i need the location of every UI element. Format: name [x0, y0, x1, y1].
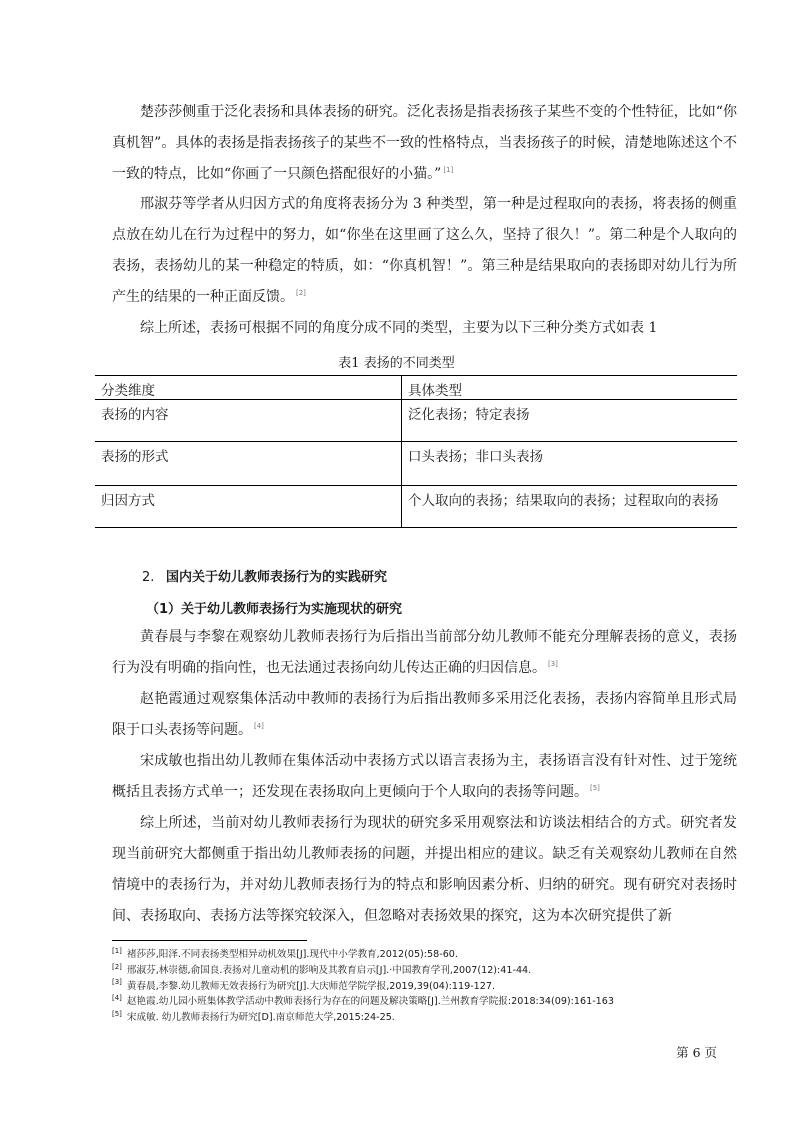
table-cell: 表扬的形式	[95, 442, 402, 486]
subsection-heading: （1）关于幼儿教师表扬行为实施现状的研究	[146, 602, 403, 617]
paragraph: 邢淑芬等学者从归因方式的角度将表扬分为 3 种类型，第一种是过程取向的表扬，将表扬的侧重点放在幼儿在行为过程中的努力，如“你坐在这里画了这么久，坚持了很久！”。第二种是个人取向的表扬，表扬幼儿的某一种稳定的特质，如：“你真机智！”。第三种是结果取向的表扬即对幼儿行为所产生的结果的一种正面反馈。 [2]	[112, 196, 737, 305]
table-cell: 归因方式	[95, 486, 402, 528]
table-header-cell: 具体类型	[402, 376, 738, 400]
paragraph: 综上所述，表扬可根据不同的角度分成不同的类型，主要为以下三种分类方式如表 1	[140, 320, 658, 336]
footnote-ref[interactable]: [4]	[254, 722, 264, 731]
table-cell: 口头表扬；非口头表扬	[408, 449, 543, 465]
page-number: 第 6 页	[676, 1045, 717, 1060]
classification-table	[95, 375, 737, 528]
table-row	[95, 400, 737, 442]
footnote-ref[interactable]: [2]	[296, 289, 306, 298]
footnote-ref[interactable]: [1]	[443, 166, 454, 175]
table-cell: 表扬的内容	[95, 400, 402, 442]
footnote: [2] 邢淑芬,林崇德,俞国良.表扬对儿童动机的影响及其教育启示[J].·中国教育学刊,2007(12):41-44.	[112, 962, 532, 976]
table-cell: 个人取向的表扬；结果取向的表扬；过程取向的表扬	[402, 486, 738, 528]
footnote-ref[interactable]: [3]	[548, 660, 558, 669]
paragraph: 综上所述，当前对幼儿教师表扬行为现状的研究多采用观察法和访谈法相结合的方式。研究者发现当前研究大都侧重于指出幼儿教师表扬的问题，并提出相应的建议。缺乏有关观察幼儿教师在自然情境中的表扬行为，并对幼儿教师表扬行为的特点和影响因素分析、归纳的研究。现有研究对表扬时间、表扬取向、表扬方法等探究较深入，但忽略对表扬效果的探究，这为本次研究提供了新	[112, 815, 737, 924]
footnote-ref[interactable]: [5]	[590, 784, 600, 793]
footnote: [3] 黄春晨,李黎.幼儿教师无效表扬行为研究[J].大庆师范学院学报,2019,39(04):119-127.	[112, 978, 496, 992]
table-caption: 表1 表扬的不同类型	[338, 356, 455, 371]
table-header-cell: 分类维度	[95, 376, 402, 400]
table-row	[95, 442, 737, 486]
paragraph: 赵艳霞通过观察集体活动中教师的表扬行为后指出教师多采用泛化表扬，表扬内容简单且形式局限于口头表扬等问题。 [4]	[112, 691, 737, 738]
table-header-row	[95, 376, 737, 400]
footnote: [4] 赵艳霞.幼儿园小班集体教学活动中教师表扬行为存在的问题及解决策略[J].兰州教育学院报:2018:34(09):161-163	[112, 994, 614, 1008]
footnote-separator	[112, 940, 307, 941]
paragraph: 宋成敏也指出幼儿教师在集体活动中表扬方式以语言表扬为主，表扬语言没有针对性、过于笼统概括且表扬方式单一；还发现在表扬取向上更倾向于个人取向的表扬等问题。 [5]	[112, 753, 737, 800]
table-row	[95, 486, 737, 528]
paragraph: 黄春晨与李黎在观察幼儿教师表扬行为后指出当前部分幼儿教师不能充分理解表扬的意义，表扬行为没有明确的指向性，也无法通过表扬向幼儿传达正确的归因信息。 [3]	[112, 629, 737, 676]
footnote: [1] 褚莎莎,阳泽.不同表扬类型相异动机效果[J].现代中小学教育,2012(05):58-60.	[112, 946, 458, 960]
footnotes	[112, 947, 752, 1026]
paragraph: 楚莎莎侧重于泛化表扬和具体表扬的研究。泛化表扬是指表扬孩子某些不变的个性特征，比如“你真机智”。具体的表扬是指表扬孩子的某些不一致的性格特点，当表扬孩子的时候，清楚地陈述这个不一致的特点，比如“你画了一只颜色搭配很好的小猫。” [1]	[112, 104, 737, 182]
table-cell: 泛化表扬；特定表扬	[402, 400, 738, 442]
footnote: [5] 宋成敏. 幼儿教师表扬行为研究[D].南京师范大学,2015:24-25.	[112, 1010, 395, 1024]
section-heading: 2. 国内关于幼儿教师表扬行为的实践研究	[142, 570, 388, 585]
